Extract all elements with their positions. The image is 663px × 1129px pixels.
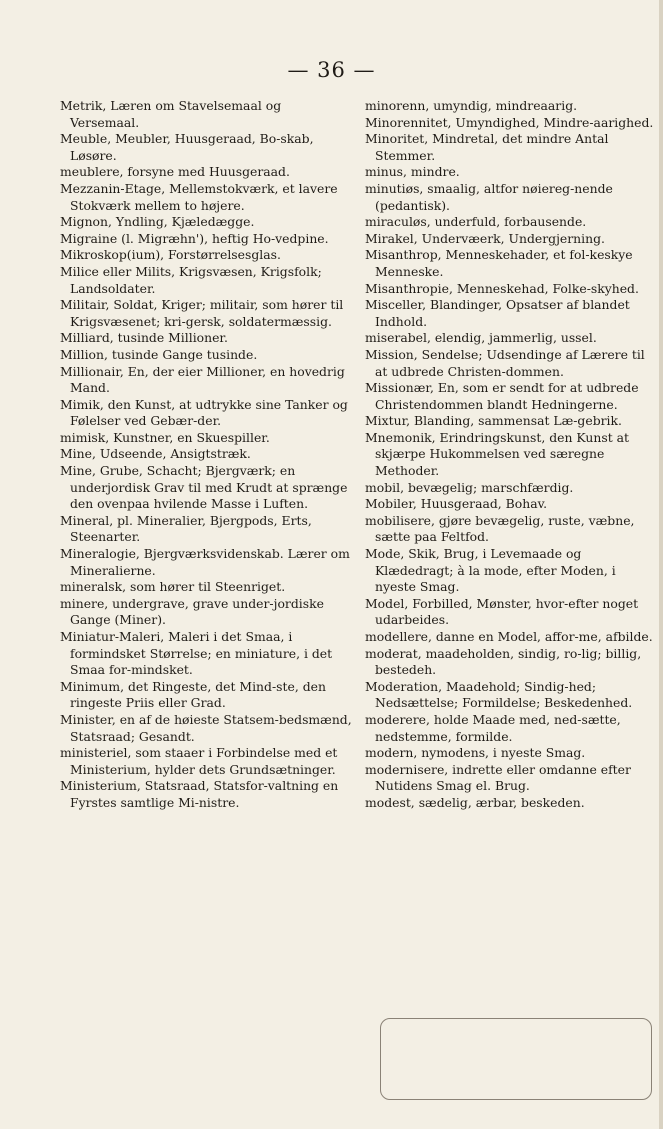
printed-bracket (380, 1018, 652, 1100)
page-number: — 36 — (287, 58, 376, 82)
dictionary-entry: Minister, en af de høieste Statsem-bedsmænd, Statsraad; Gesandt. (60, 711, 352, 744)
dictionary-entry: mimisk, Kunstner, en Skuespiller. (60, 429, 270, 445)
dictionary-entry: modellere, danne en Model, affor-me, afbilde. (365, 629, 653, 644)
dictionary-entry: Missionær, En, som er sendt for at udbrede Christendommen blandt Hedningerne. (365, 380, 639, 412)
dictionary-entry: Mineral, pl. Mineralier, Bjergpods, Erts, Steenarter. (60, 512, 312, 545)
dictionary-entry: Mnemonik, Erindringskunst, den Kunst at skjærpe Hukommelsen ved særegne Methoder. (365, 429, 629, 479)
dictionary-entry: modernisere, indrette eller omdanne efter Nutidens Smag el. Brug. (365, 761, 631, 794)
page-edge (659, 0, 663, 1129)
dictionary-entry: Metrik, Læren om Stavelsemaal og Versemaal. (60, 98, 282, 130)
dictionary-entry: meublere, forsyne med Huusgeraad. (60, 164, 290, 180)
dictionary-entry: Mezzanin-Etage, Mellemstokværk, et lavere Stokværk mellem to højere. (60, 180, 338, 213)
dictionary-entry: Misanthropie, Menneskehad, Folke-skyhed. (365, 280, 639, 296)
dictionary-entry: Minoritet, Mindretal, det mindre Antal Stemmer. (365, 131, 609, 163)
dictionary-entry: mobil, bevægelig; marschfærdig. (365, 479, 574, 495)
dictionary-entry: Meuble, Meubler, Huusgeraad, Bo-skab, Løsøre. (60, 131, 314, 163)
dictionary-entry: Miniatur-Maleri, Maleri i det Smaa, i formindsket Størrelse; en miniature, i det Smaa for-mindsket. (60, 629, 333, 678)
dictionary-entry: Mission, Sendelse; Udsendinge af Lærere til at udbrede Christen-dommen. (365, 346, 645, 379)
dictionary-entry: minere, undergrave, grave under-jordiske Gange (Miner). (60, 595, 324, 628)
dictionary-entry: Million, tusinde Gange tusinde. (60, 346, 258, 362)
left-column (60, 98, 352, 812)
dictionary-entry: Minimum, det Ringeste, det Mind-ste, den ringeste Priis eller Grad. (60, 678, 326, 711)
dictionary-entry: Misanthrop, Menneskehader, et fol-keskye Menneske. (365, 247, 633, 279)
dictionary-entry: Mikroskop(ium), Forstørrelsesglas. (60, 247, 281, 263)
dictionary-entry: modest, sædelig, ærbar, beskeden. (365, 794, 585, 810)
dictionary-entry: Misceller, Blandinger, Opsatser af blandet Indhold. (365, 297, 630, 329)
dictionary-entry: Milice eller Milits, Krigsvæsen, Krigsfolk; Landsoldater. (60, 263, 322, 296)
dictionary-entry: minorenn, umyndig, mindreaarig. (365, 98, 578, 113)
dictionary-entry: mineralsk, som hører til Steenriget. (60, 579, 286, 595)
dictionary-entry: miraculøs, underfuld, forbausende. (365, 214, 587, 230)
dictionary-entry: Mimik, den Kunst, at udtrykke sine Tanker og Følelser ved Gebær-der. (60, 396, 348, 429)
dictionary-entry: Millionair, En, der eier Millioner, en hovedrig Mand. (60, 363, 345, 396)
right-column (365, 98, 655, 812)
dictionary-entry: Mine, Udseende, Ansigtstræk. (60, 446, 251, 462)
dictionary-entry: Mixtur, Blanding, sammensat Læ-gebrik. (365, 413, 622, 429)
dictionary-entry: Migraine (l. Migræhn'), heftig Ho-vedpine. (60, 230, 329, 246)
dictionary-entry: Ministerium, Statsraad, Statsfor-valtning en Fyrstes samtlige Mi-nistre. (60, 778, 339, 810)
dictionary-entry: moderat, maadeholden, sindig, ro-lig; billig, bestedeh. (365, 645, 642, 678)
dictionary-entry: modern, nymodens, i nyeste Smag. (365, 745, 586, 761)
dictionary-entry: Mirakel, Undervæerk, Undergjerning. (365, 230, 605, 246)
dictionary-entry: moderere, holde Maade med, ned-sætte, nedstemme, formilde. (365, 711, 621, 744)
dictionary-entry: Moderation, Maadehold; Sindig-hed; Nedsættelse; Formildelse; Beskedenhed. (365, 678, 633, 711)
dictionary-entry: Model, Forbilled, Mønster, hvor-efter noget udarbeides. (365, 595, 639, 628)
dictionary-entry: Mobiler, Huusgeraad, Bohav. (365, 496, 548, 512)
dictionary-entry: Minorennitet, Umyndighed, Mindre-aarighed. (365, 114, 654, 130)
dictionary-entry: Milliard, tusinde Millioner. (60, 330, 228, 346)
dictionary-entry: ministeriel, som staaer i Forbindelse med et Ministerium, hylder dets Grundsætninger. (60, 745, 338, 777)
dictionary-entry: minutiøs, smaalig, altfor nøiereg-nende (pedantisk). (365, 180, 613, 213)
dictionary-entry: Mineralogie, Bjergværksvidenskab. Lærer om Mineralierne. (60, 546, 350, 578)
dictionary-entry: Mignon, Yndling, Kjæledægge. (60, 214, 255, 230)
dictionary-entry: miserabel, elendig, jammerlig, ussel. (365, 330, 597, 346)
dictionary-entry: Mode, Skik, Brug, i Levemaade og Klædedragt; à la mode, efter Moden, i nyeste Smag. (365, 546, 616, 595)
dictionary-entry: Mine, Grube, Schacht; Bjergværk; en underjordisk Grav til med Krudt at sprænge den ovenpaa hvilende Masse i Luften. (60, 463, 348, 512)
dictionary-entry: minus, mindre. (365, 164, 460, 180)
dictionary-entry: mobilisere, gjøre bevægelig, ruste, væbne, sætte paa Feltfod. (365, 512, 635, 545)
dictionary-entry: Militair, Soldat, Kriger; militair, som hører til Krigsvæsenet; kri-gersk, soldatermæssig. (60, 297, 344, 329)
